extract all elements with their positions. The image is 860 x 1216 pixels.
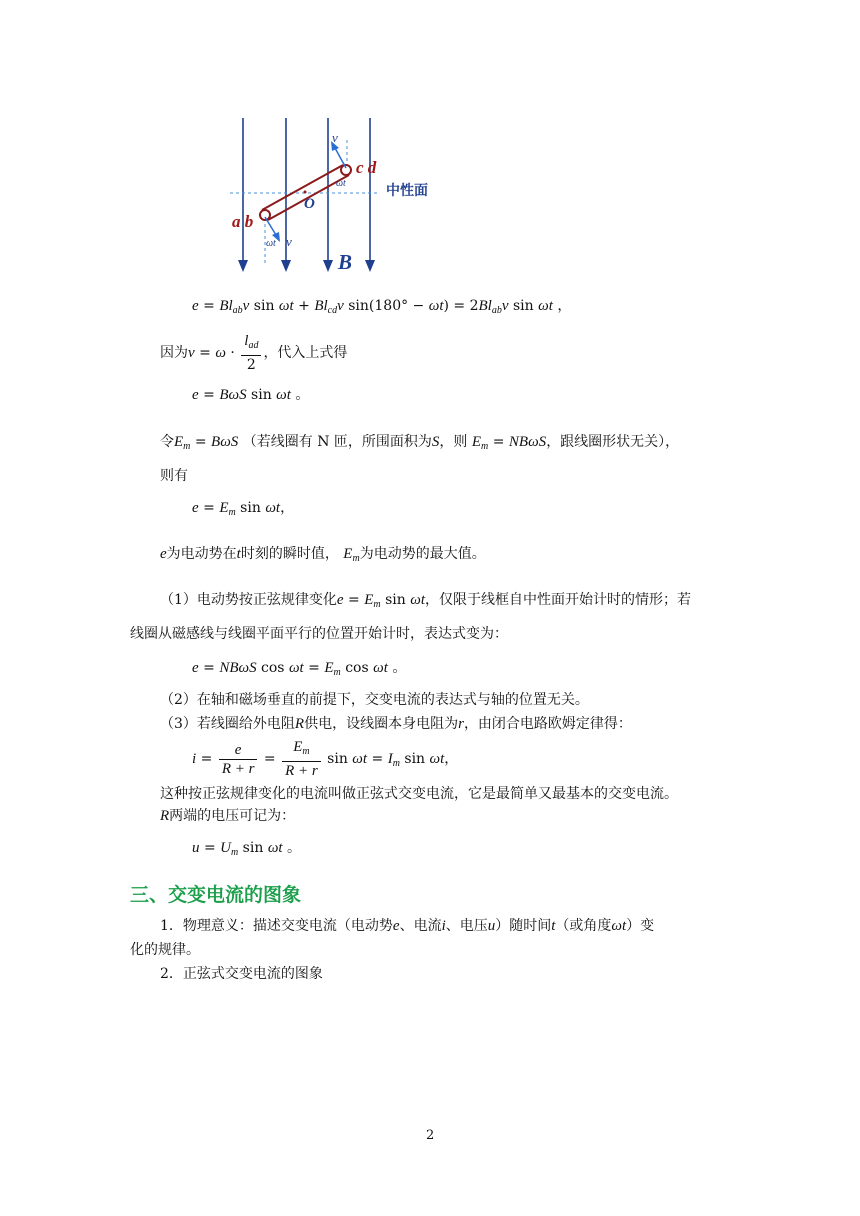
velocity-substitution-line: 因为v = ω · $\frac{l_{ad}}{2}$ ，代入上式得 [160,333,348,373]
magnetic-field-lines [243,118,370,262]
sinusoidal-current-note: 这种按正弦规律变化的电流叫做正弦式交变电流，它是最简单又最基本的交变电流。 [160,786,678,802]
section-heading: 三、交变电流的图象 [130,884,302,906]
note-1-line-2: 线圈从磁感线与线圈平面平行的位置开始计时，表达式变为： [130,626,508,642]
em-definition-line: 令$E_m = B\omega S$ （若线圈有 N 匝，所围面积为S，则 $E_m = NB\omega S$，跟线圈形状无关）， [160,434,680,452]
velocity-label-bottom: v [286,234,292,249]
emf-derivation-equation: $e = Bl_{ab}v$ $\sin \omega t + Bl_{cd}v$ $\sin(180^\circ - \omega t) = 2Bl_{ab}v$ sin ωt ， [192,298,572,316]
item-1-line-2: 化的规律。 [130,942,200,958]
emf-em-sin-equation: $e = E_m$ sin ωt， [192,500,295,518]
pivot-label-o: O [304,196,315,212]
note-1-line-1: （1）电动势按正弦规律变化$e = E_m$ sin ωt，仅限于线框自中性面开始计时的情形；若 [160,592,691,610]
cos-equation: e = NBωS $\cos \omega t = E_m$ cos ωt 。 [192,660,407,678]
field-label-b: B [338,250,353,274]
emf-definition-line: e为电动势在t时刻的瞬时值， $E_m$为电动势的最大值。 [160,546,486,564]
note-2: （2）在轴和磁场垂直的前提下，交变电流的表达式与轴的位置无关。 [160,692,589,708]
page-number: 2 [426,1128,435,1143]
angle-label-bottom: ωt [266,238,276,249]
velocity-label-top: v [332,130,338,145]
then-have-text: 则有 [160,468,188,484]
current-equation: i = $\frac{e}{R + r}$ = $\frac{E_m}{R + r}$ $\sin \omega t = I_m$ sin ωt， [192,739,459,779]
label-cd: c d [356,158,377,177]
voltage-note: R两端的电压可记为： [160,808,296,824]
rotating-coil-diagram [0,0,860,290]
voltage-equation: $u = U_m$ sin ωt 。 [192,840,302,858]
emf-bws-equation: e = BωS sin ωt 。 [192,387,310,403]
neutral-plane-label: 中性面 [386,183,428,199]
item-1-line-1: 1．物理意义：描述交变电流（电动势e、电流i、电压u）随时间t（或角度ωt）变 [160,918,655,934]
angle-label-top: ωt [336,178,346,189]
label-ab: a b [232,212,254,231]
note-3: （3）若线圈给外电阻R供电，设线圈本身电阻为r，由闭合电路欧姆定律得： [160,716,632,732]
item-2: 2．正弦式交变电流的图象 [160,966,323,982]
